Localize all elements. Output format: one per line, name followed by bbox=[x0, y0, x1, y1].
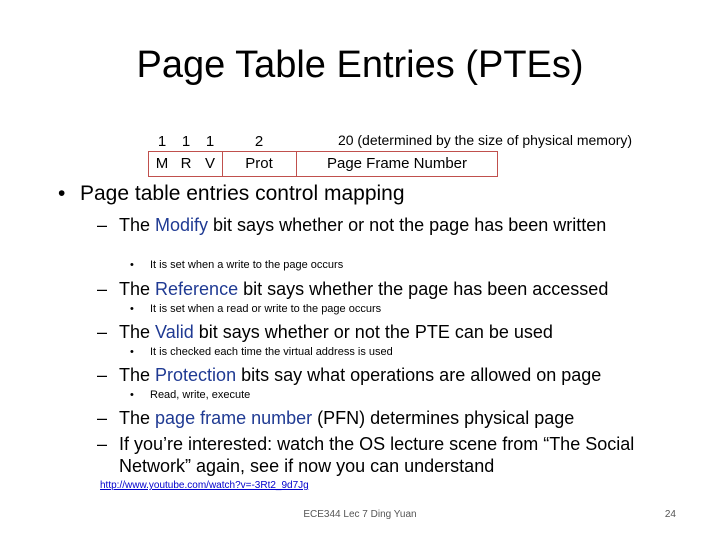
pfn-label: Page Frame Number bbox=[326, 155, 468, 172]
dash-icon: – bbox=[97, 365, 108, 385]
item-text: If you’re interested: watch the OS lecture scene from “The Social Network” again, see if now you can understand bbox=[119, 434, 635, 476]
reference-item bbox=[97, 278, 697, 300]
subitem-text: It is set when a write to the page occurs bbox=[150, 259, 344, 271]
item-text: The bbox=[119, 365, 156, 385]
item-highlight: Protection bbox=[155, 365, 237, 385]
protection-subitem bbox=[130, 389, 250, 401]
subitem-text: It is checked each time the virtual address is used bbox=[150, 346, 393, 358]
youtube-link[interactable]: http://www.youtube.com/watch?v=-3Rt2_9d7Jg bbox=[100, 480, 309, 491]
pfn-bit-count: 20 (determined by the size of physical memory) bbox=[337, 132, 633, 148]
item-highlight: Modify bbox=[155, 215, 209, 235]
v-bit-count: 1 bbox=[205, 133, 215, 150]
main-bullet-text: Page table entries control mapping bbox=[80, 182, 405, 205]
subitem-text: Read, write, execute bbox=[150, 389, 251, 401]
prot-bit-count: 2 bbox=[254, 133, 264, 150]
item-text: The bbox=[119, 279, 156, 299]
item-text: (PFN) determines physical page bbox=[312, 408, 575, 428]
item-highlight: Reference bbox=[155, 279, 239, 299]
item-text: bit says whether or not the PTE can be used bbox=[193, 322, 553, 342]
valid-subitem bbox=[130, 346, 393, 358]
dash-icon: – bbox=[97, 408, 108, 428]
reference-subitem bbox=[130, 303, 381, 315]
bullet-icon: • bbox=[130, 346, 134, 358]
item-highlight: page frame number bbox=[155, 408, 313, 428]
item-text: bit says whether or not the page has been written bbox=[208, 215, 607, 235]
main-bullet bbox=[58, 182, 405, 206]
modify-subitem bbox=[130, 259, 343, 271]
r-bit-count: 1 bbox=[181, 133, 191, 150]
item-text: The bbox=[119, 322, 156, 342]
valid-item bbox=[97, 321, 697, 343]
bullet-icon: • bbox=[130, 259, 134, 271]
slide-title: Page Table Entries (PTEs) bbox=[136, 44, 584, 86]
modify-item bbox=[97, 214, 697, 236]
v-label: V bbox=[204, 155, 215, 172]
footer: ECE344 Lec 7 Ding Yuan bbox=[303, 509, 417, 520]
bullet-icon: • bbox=[130, 389, 134, 401]
m-label: M bbox=[155, 155, 169, 172]
m-bit-count: 1 bbox=[157, 133, 167, 150]
dash-icon: – bbox=[97, 434, 108, 454]
dash-icon: – bbox=[97, 215, 108, 235]
dash-icon: – bbox=[97, 322, 108, 342]
subitem-text: It is set when a read or write to the page occurs bbox=[150, 303, 382, 315]
r-label: R bbox=[180, 155, 192, 172]
item-text: bits say what operations are allowed on page bbox=[236, 365, 602, 385]
item-text: The bbox=[119, 215, 156, 235]
social-network-item bbox=[97, 433, 657, 477]
bullet-icon: • bbox=[58, 182, 66, 205]
item-text: bit says whether the page has been accessed bbox=[238, 279, 609, 299]
page-number: 24 bbox=[664, 509, 676, 520]
protection-item bbox=[97, 364, 697, 386]
item-highlight: Valid bbox=[155, 322, 194, 342]
dash-icon: – bbox=[97, 279, 108, 299]
prot-label: Prot bbox=[245, 155, 273, 172]
pfn-item bbox=[97, 407, 697, 429]
bullet-icon: • bbox=[130, 303, 134, 315]
item-text: The bbox=[119, 408, 156, 428]
